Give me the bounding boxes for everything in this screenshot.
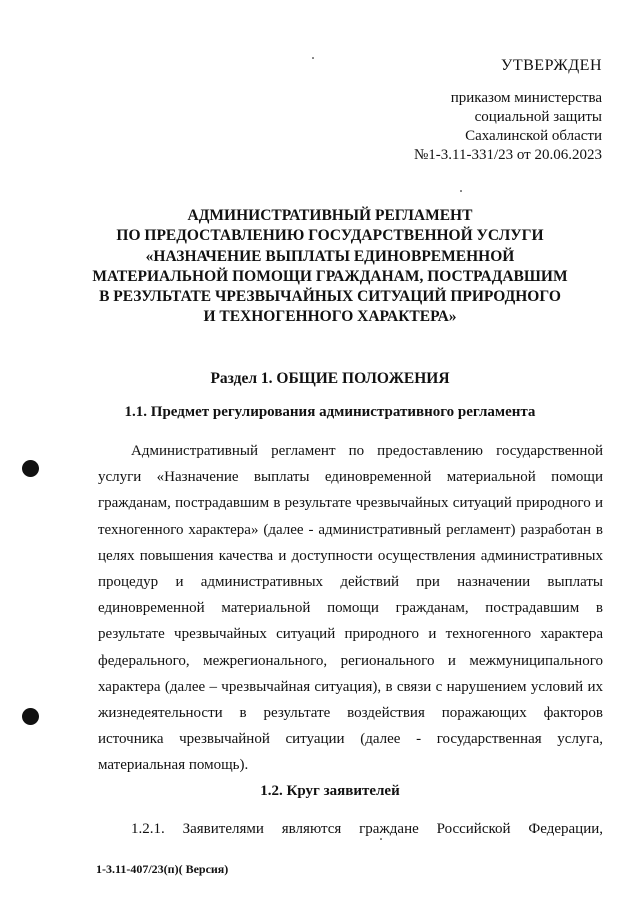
subsection-title: 1.1. Предмет регулирования административного регламента bbox=[124, 404, 536, 420]
approval-order-number: №1-3.11-331/23 от 20.06.2023 bbox=[413, 147, 602, 163]
document-title bbox=[60, 206, 600, 328]
document-title-line: ПО ПРЕДОСТАВЛЕНИЮ ГОСУДАРСТВЕННОЙ УСЛУГИ bbox=[116, 227, 544, 245]
paragraph-text: Административный регламент по предоставлению государственной услуги «Назначение выплаты единовременной материальной помощи гражданам, пострадавшим в результате чрезвычайных ситуаций природного и техногенного характера» (далее - административный регламент) разработан в целях повышения качества и доступности осуществления административных процедур и административных действий при назначении выплаты единовременной материальной помощи гражданам, пострадавшим в результате чрезвычайных ситуаций природного и техногенного характера федерального, межрегионального, регионального и межмуниципального характера (далее – чрезвычайная ситуация), в связи с нарушением условий их жизнедеятельности в результате воздействия поражающих факторов источника чрезвычайной ситуации (далее - государственная услуга, материальная помощь). bbox=[98, 443, 603, 774]
approval-line: приказом министерства bbox=[450, 90, 602, 106]
subsection-title: 1.2. Круг заявителей bbox=[260, 783, 400, 799]
punch-hole-mark bbox=[22, 708, 39, 725]
approval-stamp bbox=[414, 56, 602, 165]
document-title-line: МАТЕРИАЛЬНОЙ ПОМОЩИ ГРАЖДАНАМ, ПОСТРАДАВШИМ bbox=[92, 267, 568, 285]
footer-document-code: 1-3.11-407/23(п)( Версия) bbox=[96, 862, 229, 876]
document-title-line: АДМИНИСТРАТИВНЫЙ РЕГЛАМЕНТ bbox=[187, 207, 473, 224]
approval-line: Сахалинской области bbox=[465, 128, 602, 144]
document-title-line: «НАЗНАЧЕНИЕ ВЫПЛАТЫ ЕДИНОВРЕМЕННОЙ bbox=[145, 247, 515, 265]
punch-hole-mark bbox=[22, 460, 39, 477]
document-title-line: В РЕЗУЛЬТАТЕ ЧРЕЗВЫЧАЙНЫХ СИТУАЦИЙ ПРИРОДНОГО bbox=[99, 288, 561, 306]
paragraph-text: 1.2.1. Заявителями являются граждане Российской Федерации, bbox=[131, 821, 603, 837]
body-paragraph bbox=[98, 438, 603, 779]
approval-line: социальной защиты bbox=[474, 109, 602, 125]
scan-speck bbox=[312, 57, 314, 59]
scan-speck bbox=[380, 838, 382, 840]
approval-title: УТВЕРЖДЕН bbox=[501, 57, 602, 74]
body-paragraph bbox=[98, 816, 603, 842]
document-title-line: И ТЕХНОГЕННОГО ХАРАКТЕРА» bbox=[203, 308, 457, 326]
section-title: Раздел 1. ОБЩИЕ ПОЛОЖЕНИЯ bbox=[210, 370, 450, 387]
scan-speck bbox=[460, 190, 462, 192]
